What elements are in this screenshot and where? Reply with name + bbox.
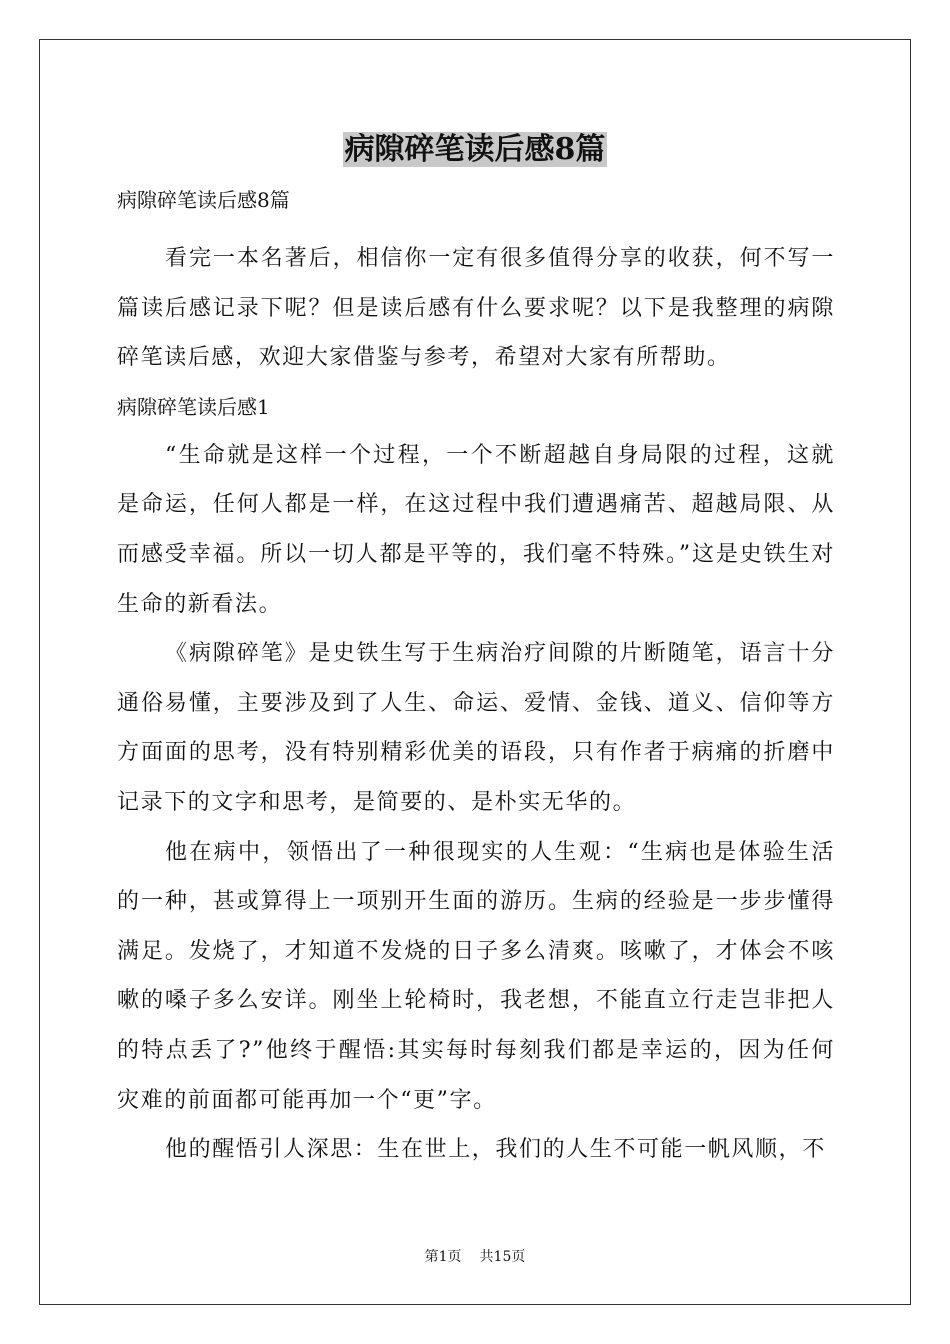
page-footer xyxy=(0,1247,950,1267)
document-body xyxy=(117,176,835,1175)
section-heading: 病隙碎笔读后感1 xyxy=(117,394,270,419)
body-paragraph-2: 《病隙碎笔》是史铁生写于生病治疗间隙的片断随笔，语言十分通俗易懂，主要涉及到了人生、命运、爱情、金钱、道义、信仰等方方面面的思考，没有特别精彩优美的语段，只有作者于病痛的折磨中记录下的文字和思考，是简要的、是朴实无华的。 xyxy=(117,641,835,815)
intro-paragraph: 看完一本名著后，相信你一定有很多值得分享的收获，何不写一篇读后感记录下呢？但是读后感有什么要求呢？以下是我整理的病隙碎笔读后感，欢迎大家借鉴与参考，希望对大家有所帮助。 xyxy=(117,246,835,371)
document-title-text: 病隙碎笔读后感8篇 xyxy=(344,132,606,167)
body-paragraph-4: 他的醒悟引人深思：生在世上，我们的人生不可能一帆风顺，不 xyxy=(165,1137,826,1163)
document-title xyxy=(0,130,950,170)
document-subtitle: 病隙碎笔读后感8篇 xyxy=(117,188,290,212)
body-paragraph-3: 他在病中，领悟出了一种很现实的人生观：“生病也是体验生活的一种，甚或算得上一项别开生面的游历。生病的经验是一步步懂得满足。发烧了，才知道不发烧的日子多么清爽。咳嗽了，才体会不咳嗽的嗓子多么安详。刚坐上轮椅时，我老想，不能直立行走岂非把人的特点丢了?”他终于醒悟:其实每时每刻我们都是幸运的，因为任何灾难的前面都可能再加一个“更”字。 xyxy=(117,839,835,1113)
page-number: 第1页 xyxy=(424,1249,462,1265)
page-total: 共15页 xyxy=(479,1249,526,1265)
body-paragraph-1: “生命就是这样一个过程，一个不断超越自身局限的过程，这就是命运，任何人都是一样，在这过程中我们遭遇痛苦、超越局限、从而感受幸福。所以一切人都是平等的，我们毫不特殊。”这是史铁生对生命的新看法。 xyxy=(117,442,835,617)
